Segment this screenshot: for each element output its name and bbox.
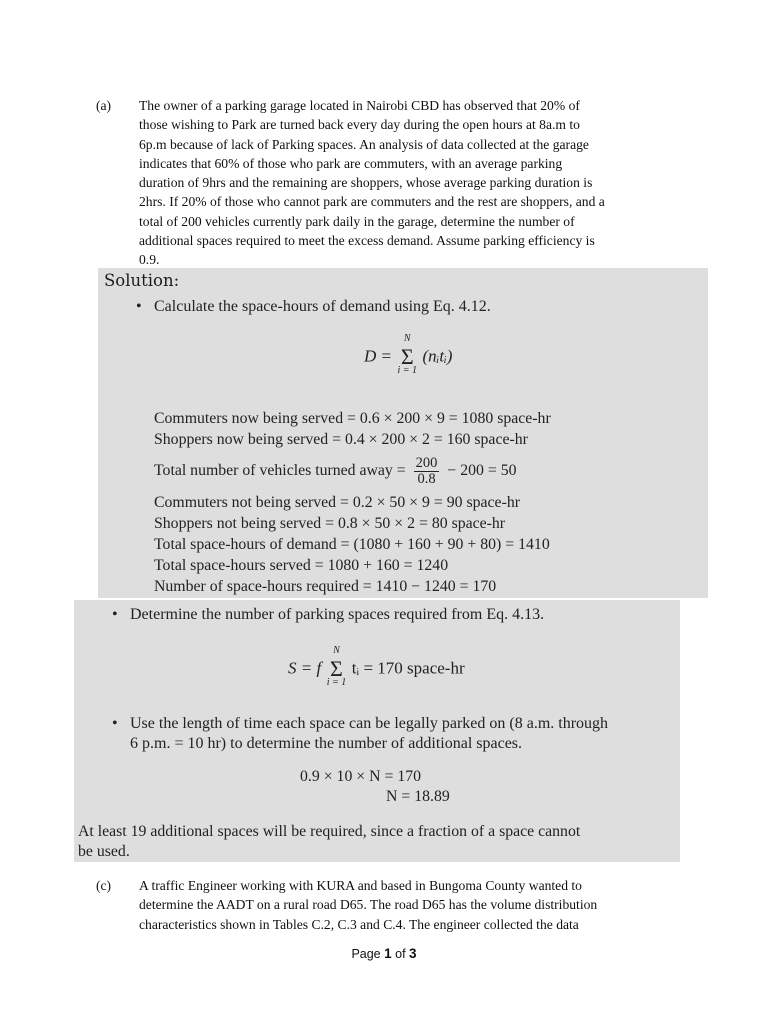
bullet-1-text: Calculate the space-hours of demand using Eq. 4.12. [154, 298, 491, 315]
equation-n-line1: 0.9 × 10 × N = 170 [300, 768, 422, 785]
sum-upper-limit: N [333, 645, 340, 656]
solution-title: Solution: [104, 271, 180, 290]
question-a-line: indicates that 60% of those who park are commuters, with an average parking [139, 155, 563, 171]
page-of-label: of [395, 947, 406, 961]
solution-conclusion [78, 822, 580, 862]
bullet-3-text-line1: Use the length of time each space can be legally parked on (8 a.m. through [130, 715, 609, 732]
sum-lower-limit: i = 1 [326, 677, 347, 688]
total-pages-number: 3 [409, 946, 417, 961]
calc-line: Shoppers now being served = 0.4 × 200 × 2 = 160 space-hr [154, 431, 528, 448]
equation-spaces [288, 645, 465, 688]
question-a-line: those wishing to Park are turned back every day during the open hours at 8a.m to [139, 117, 580, 133]
bullet-icon: • [136, 298, 142, 315]
page-footer [0, 946, 768, 961]
calc-line: Total space-hours served = 1080 + 160 = 1240 [154, 557, 449, 574]
question-c-line: A traffic Engineer working with KURA and based in Bungoma County wanted to [139, 878, 582, 893]
summation-icon: N Σ i = 1 [326, 645, 347, 688]
question-c-line: characteristics shown in Tables C.2, C.3 and C.4. The engineer collected the data [139, 916, 579, 932]
turned-away-result: − 200 = 50 [447, 462, 517, 479]
turned-away-label: Total number of vehicles turned away = [154, 462, 406, 479]
eq1-lhs: D = [364, 346, 392, 366]
summation-icon: N Σ i = 1 [397, 333, 418, 376]
question-a-label: (a) [96, 98, 112, 113]
question-a-line: 0.9. [139, 252, 160, 268]
question-a-line: 2hrs. If 20% of those who cannot park are commuters and the rest are shoppers, and a [139, 194, 605, 210]
eq2-lhs: S = f [288, 658, 322, 678]
calculation-block [154, 408, 551, 597]
question-a-line: The owner of a parking garage located in Nairobi CBD has observed that 20% of [139, 98, 580, 113]
solution-bullet-2 [112, 606, 544, 624]
fraction-numerator: 200 [415, 454, 438, 471]
bullet-icon: • [112, 715, 118, 732]
question-a-line: total of 200 vehicles currently park daily in the garage, determine the number of [139, 213, 575, 229]
bullet-icon: • [112, 606, 118, 623]
eq2-rhs: tᵢ = 170 space-hr [351, 658, 465, 678]
solution-image-part2 [74, 600, 680, 862]
equation-n-line2: N = 18.89 [386, 788, 450, 805]
equation-demand [364, 333, 453, 376]
eq1-rhs: (nᵢtᵢ) [422, 346, 453, 366]
calc-line: Number of space-hours required = 1410 − 1240 = 170 [154, 578, 497, 595]
question-a-text [139, 96, 676, 270]
bullet-3-text-line2: 6 p.m. = 10 hr) to determine the number of additional spaces. [130, 735, 523, 752]
fraction-denominator: 0.8 [417, 470, 436, 487]
fraction [414, 456, 440, 487]
solution-bullet-1 [136, 298, 491, 316]
question-c [96, 876, 676, 934]
sum-upper-limit: N [403, 333, 411, 344]
question-a [96, 96, 676, 270]
calc-line-turned-away [154, 450, 551, 492]
solution-bullet-3-continuation [130, 735, 522, 753]
calc-line: Shoppers not being served = 0.8 × 50 × 2 = 80 space-hr [154, 515, 506, 532]
question-a-line: 6p.m because of lack of Parking spaces. An analysis of data collected at the garage [139, 136, 589, 152]
question-c-line: determine the AADT on a rural road D65. The road D65 has the volume distribution [139, 897, 598, 913]
conclusion-line: be used. [78, 843, 130, 860]
calc-line: Commuters now being served = 0.6 × 200 × 9 = 1080 space-hr [154, 410, 551, 427]
sum-lower-limit: i = 1 [397, 365, 418, 376]
bullet-2-text: Determine the number of parking spaces required from Eq. 4.13. [130, 606, 545, 623]
question-a-line: duration of 9hrs and the remaining are shoppers, whose average parking duration is [139, 175, 593, 191]
page-label: Page [351, 947, 381, 961]
solution-image-part1 [98, 268, 708, 598]
current-page-number: 1 [384, 946, 392, 961]
calc-line: Total space-hours of demand = (1080 + 160 + 90 + 80) = 1410 [154, 536, 550, 553]
calc-line: Commuters not being served = 0.2 × 50 × 9 = 90 space-hr [154, 494, 520, 511]
solution-bullet-3 [112, 715, 608, 733]
question-c-text [139, 876, 676, 934]
conclusion-line: At least 19 additional spaces will be required, since a fraction of a space cannot [78, 823, 581, 840]
question-c-label: (c) [96, 878, 112, 893]
question-a-line: additional spaces required to meet the excess demand. Assume parking efficiency is [139, 233, 595, 249]
